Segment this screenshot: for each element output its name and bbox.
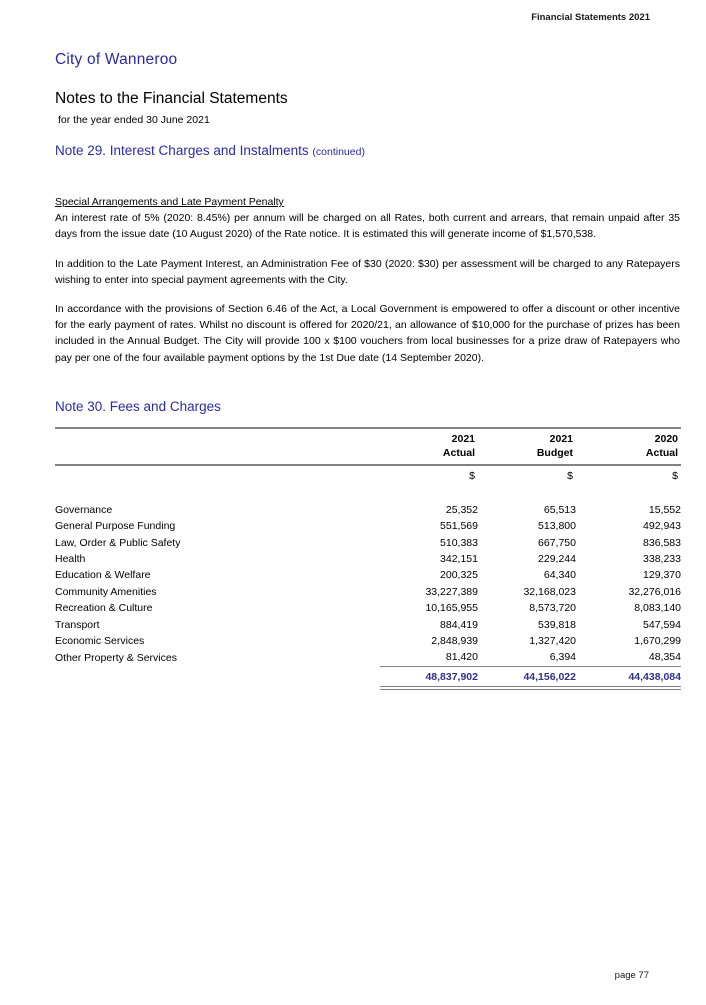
header-right-text: Financial Statements 2021 <box>531 12 650 23</box>
row-value: 200,325 <box>440 569 478 582</box>
special-arrangements-heading: Special Arrangements and Late Payment Penalty <box>55 196 284 208</box>
org-title: City of Wanneroo <box>55 51 178 68</box>
table-total-row <box>55 667 681 690</box>
row-value: 32,276,016 <box>628 585 681 598</box>
row-label: General Purpose Funding <box>55 520 176 533</box>
table-row <box>55 600 681 616</box>
row-label: Community Amenities <box>55 585 157 598</box>
row-value: 513,800 <box>538 520 576 533</box>
note29-heading <box>55 143 680 158</box>
table-header-units <box>55 465 681 484</box>
table-row <box>55 584 681 600</box>
row-value: 8,573,720 <box>529 602 576 615</box>
row-value: 25,352 <box>445 503 478 516</box>
row-value: 2,848,939 <box>431 635 478 648</box>
note29-body <box>55 194 680 366</box>
row-label: Health <box>55 553 86 566</box>
row-value: 33,227,389 <box>425 585 478 598</box>
table-row <box>55 633 681 649</box>
col-unit: $ <box>469 469 475 482</box>
note29-continued-label: (continued) <box>312 146 365 158</box>
row-value: 338,233 <box>643 553 681 566</box>
row-label: Transport <box>55 618 100 631</box>
col-year: 2021 <box>478 428 576 447</box>
row-value: 492,943 <box>643 520 681 533</box>
row-label: Governance <box>55 503 113 516</box>
paragraph-discount-incentive: In accordance with the provisions of Section 6.46 of the Act, a Local Government is empowered to offer a discount or other incentive for the early payment of rates. Whilst no discount is offered for 2020/21, an allowance of $10,000 for the purchase of prizes has been included in the Annual Budget. The City will provide 100 x $100 vouchers from local businesses for a prize draw of Ratepayers who pay per one of the four available payment options by the 1st Due date (14 September 2020). <box>55 303 680 364</box>
table-spacer-row <box>55 484 681 502</box>
paragraph-admin-fee: In addition to the Late Payment Interest, an Administration Fee of $30 (2020: $30) per assessment will be charged to any Ratepayers wishing to enter into special payment agreements with the City. <box>55 257 680 286</box>
col-type: Actual <box>576 446 681 465</box>
header-empty-cell <box>55 428 380 447</box>
row-value: 129,370 <box>643 569 681 582</box>
row-value: 15,552 <box>648 503 681 516</box>
doc-title: Notes to the Financial Statements <box>55 90 288 107</box>
row-label: Other Property & Services <box>55 652 177 665</box>
col-year: 2021 <box>380 428 478 447</box>
table-row <box>55 502 681 518</box>
col-type: Budget <box>478 446 576 465</box>
row-value: 10,165,955 <box>425 602 478 615</box>
row-value: 64,340 <box>543 569 576 582</box>
fees-and-charges-table <box>55 427 681 690</box>
table-row <box>55 518 681 534</box>
total-value: 48,837,902 <box>380 667 478 690</box>
table-row <box>55 567 681 583</box>
table-header-types <box>55 446 681 465</box>
row-value: 884,419 <box>440 618 478 631</box>
table-header-years <box>55 428 681 447</box>
row-value: 65,513 <box>543 503 576 516</box>
row-value: 547,594 <box>643 618 681 631</box>
row-value: 229,244 <box>538 553 576 566</box>
table-row <box>55 617 681 633</box>
row-value: 510,383 <box>440 536 478 549</box>
row-label: Recreation & Culture <box>55 602 153 615</box>
row-value: 1,670,299 <box>634 635 681 648</box>
row-value: 8,083,140 <box>634 602 681 615</box>
col-unit: $ <box>672 469 678 482</box>
page-content <box>0 51 706 690</box>
note30-heading: Note 30. Fees and Charges <box>55 398 221 414</box>
col-unit: $ <box>567 469 573 482</box>
row-value: 81,420 <box>380 649 478 666</box>
col-year: 2020 <box>576 428 681 447</box>
row-value: 667,750 <box>538 536 576 549</box>
row-value: 539,818 <box>538 618 576 631</box>
header-empty-cell <box>55 446 380 465</box>
total-value: 44,438,084 <box>576 667 681 690</box>
doc-subtitle: for the year ended 30 June 2021 <box>58 114 210 126</box>
row-value: 551,569 <box>440 520 478 533</box>
row-value: 342,151 <box>440 553 478 566</box>
row-value: 836,583 <box>643 536 681 549</box>
row-value: 32,168,023 <box>523 585 576 598</box>
note29-title: Note 29. Interest Charges and Instalments <box>55 143 309 158</box>
row-label: Education & Welfare <box>55 569 151 582</box>
table-row <box>55 535 681 551</box>
page-number: page 77 <box>614 970 649 981</box>
paragraph-interest-rate: An interest rate of 5% (2020: 8.45%) per annum will be charged on all Rates, both current and arrears, that remain unpaid after 35 days from the issue date (10 August 2020) of the Rate notice. It is estimated this will generate income of $1,570,538. <box>55 212 680 241</box>
col-type: Actual <box>380 446 478 465</box>
table-row <box>55 551 681 567</box>
total-empty-cell <box>55 667 380 690</box>
header-empty-cell <box>55 465 380 484</box>
row-value: 1,327,420 <box>529 635 576 648</box>
table-row <box>55 649 681 666</box>
row-value: 6,394 <box>478 649 576 666</box>
row-value: 48,354 <box>576 649 681 666</box>
row-label: Law, Order & Public Safety <box>55 536 181 549</box>
total-value: 44,156,022 <box>478 667 576 690</box>
row-label: Economic Services <box>55 635 145 648</box>
